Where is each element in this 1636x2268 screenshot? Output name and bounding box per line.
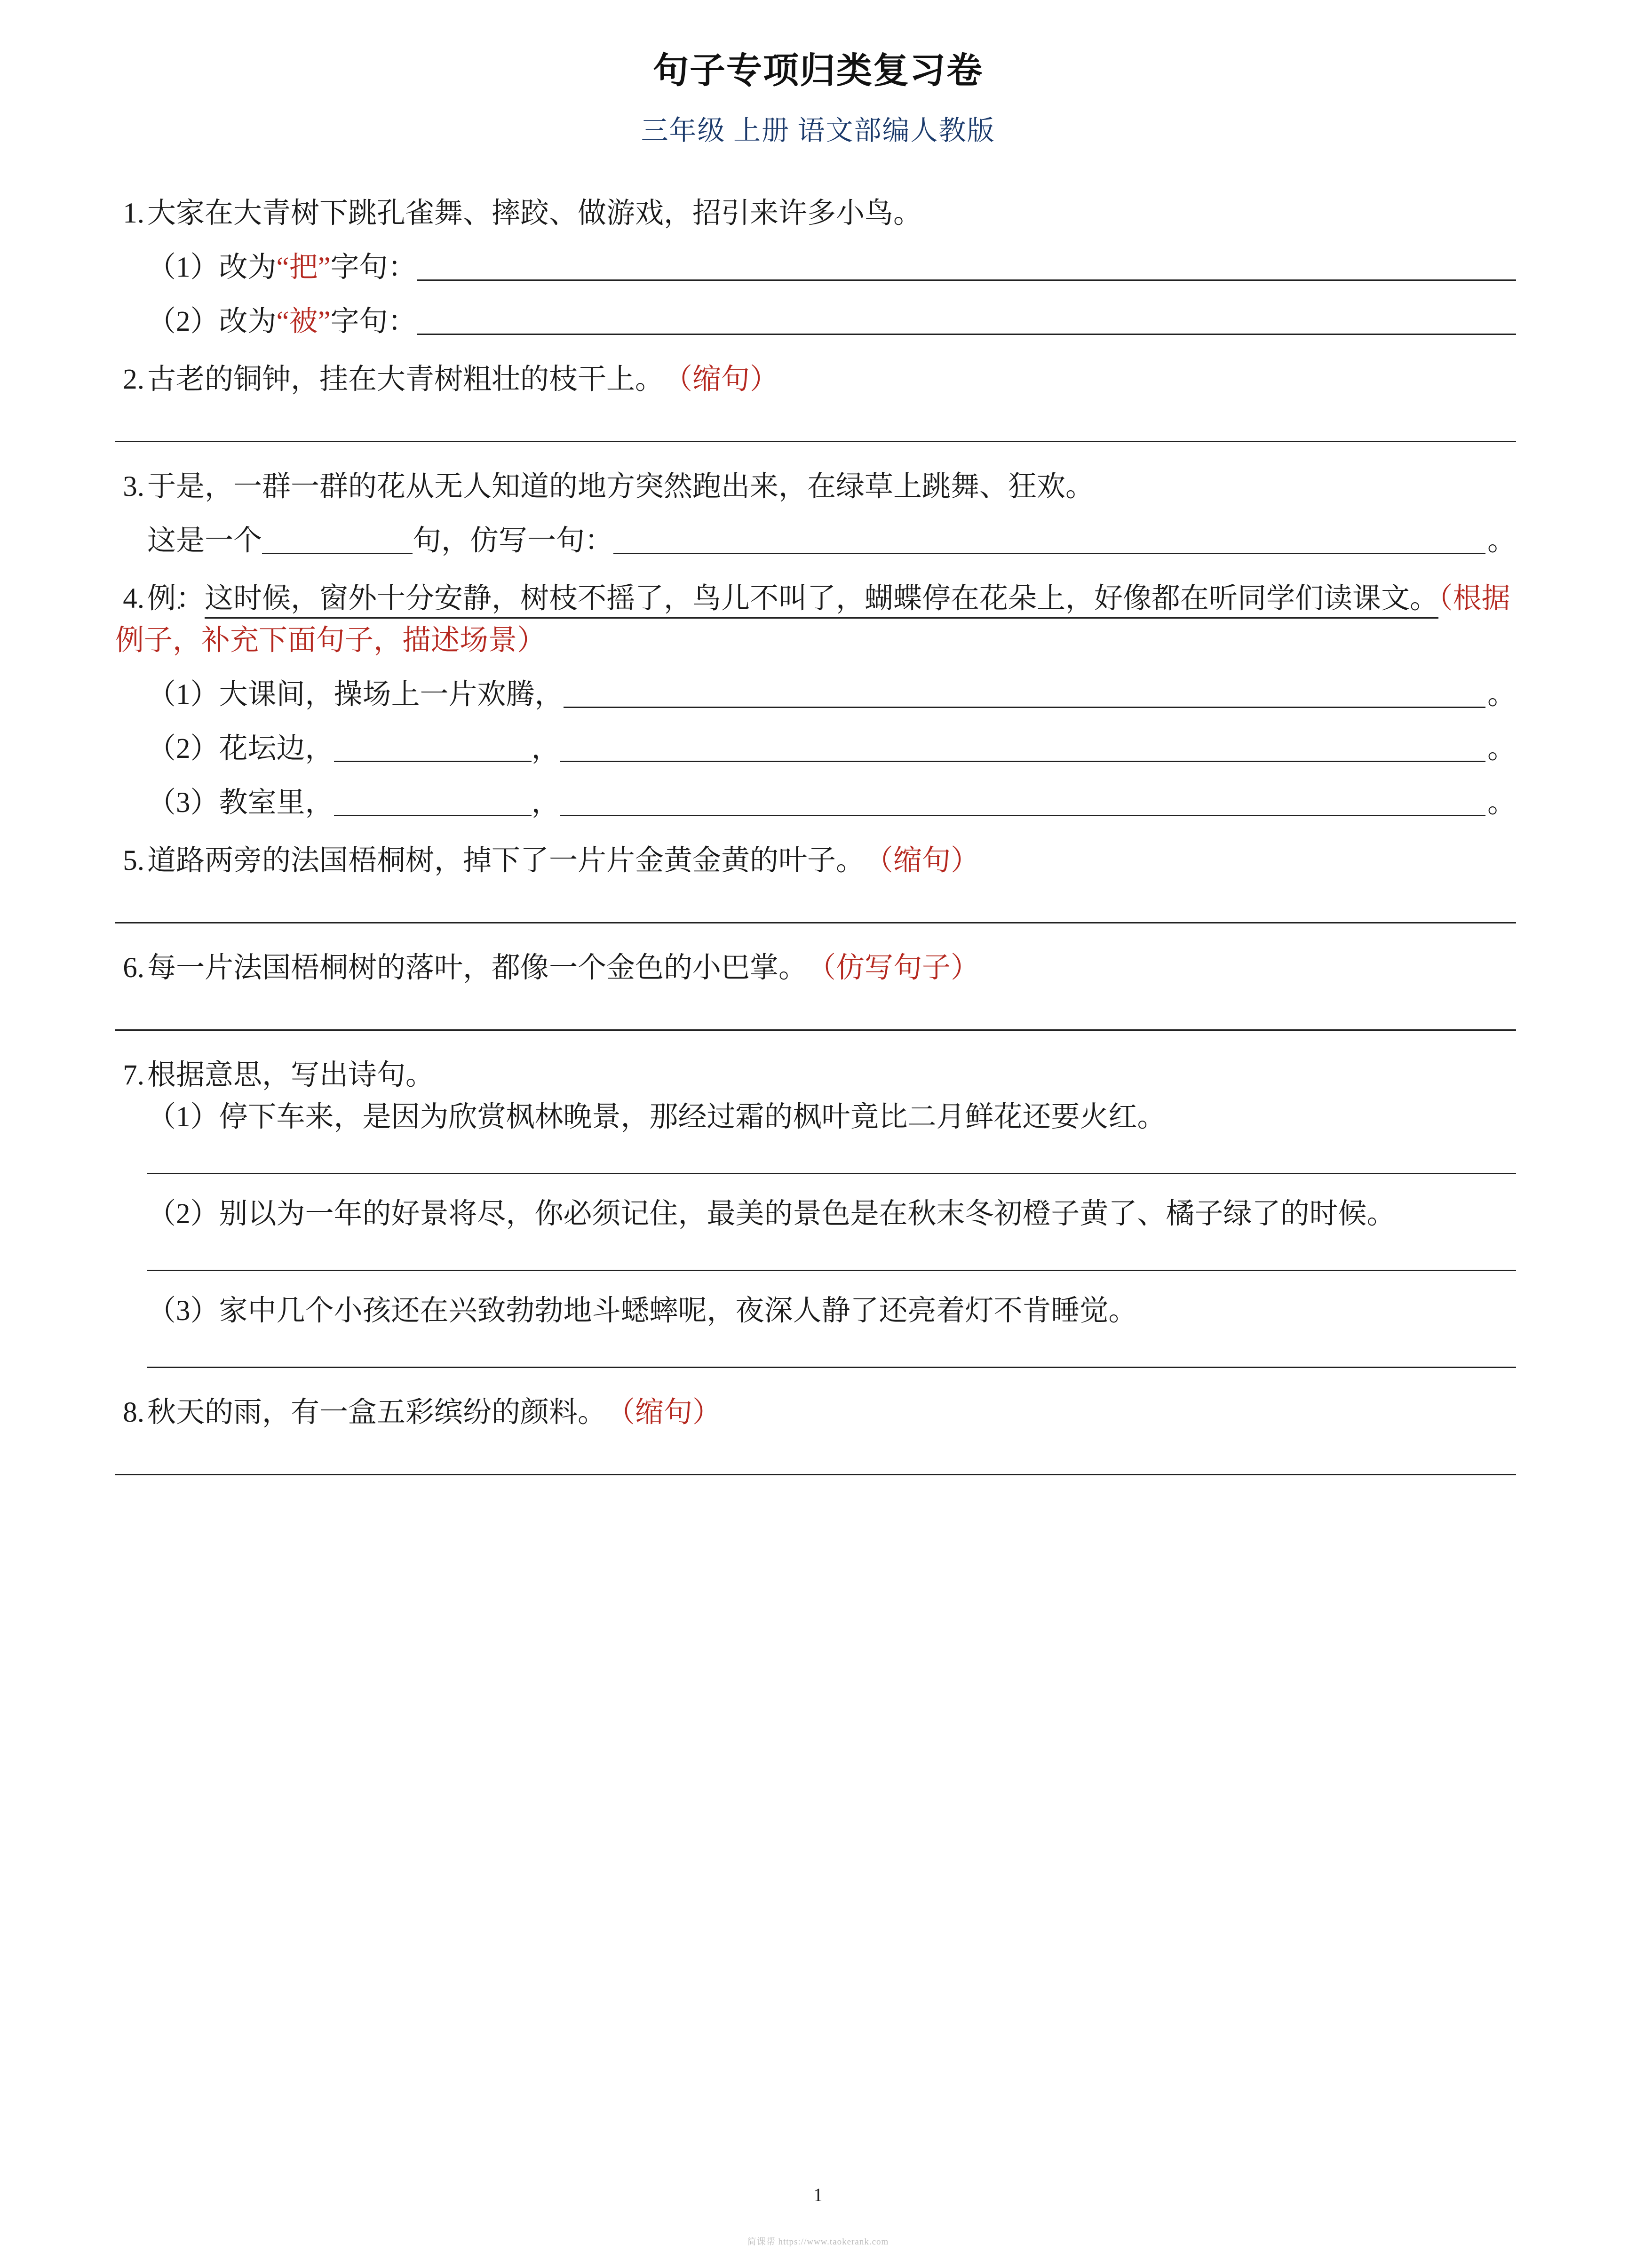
spacer	[115, 925, 1516, 947]
question-3-stem	[115, 466, 1516, 508]
spacer	[115, 444, 1516, 466]
page-title: 句子专项归类复习卷	[653, 51, 983, 91]
question-7-text: 根据意思，写出诗句。	[147, 1059, 435, 1091]
answer-blank[interactable]	[560, 815, 1485, 816]
question-3-number: 3.	[123, 470, 144, 502]
question-4-sub-1-period: 。	[1487, 678, 1516, 710]
answer-blank[interactable]	[560, 761, 1485, 762]
question-7-sub-2	[115, 1193, 1516, 1271]
question-4	[115, 578, 1516, 824]
question-2-tag: （缩句）	[664, 363, 779, 395]
question-2-stem	[115, 358, 1516, 400]
question-2	[115, 358, 1516, 442]
question-4-sub-1-label: （1）大课间，操场上一片欢腾，	[147, 678, 564, 710]
question-8-text: 秋天的雨，有一盒五彩缤纷的颜料。	[147, 1397, 607, 1429]
answer-blank[interactable]	[115, 922, 1516, 923]
answer-blank[interactable]	[613, 553, 1485, 554]
question-1-sub-1	[115, 247, 1516, 288]
question-4-sub-2-label: （2）花坛边，	[147, 733, 334, 765]
page-number: 1	[813, 2184, 823, 2205]
spacer	[115, 1033, 1516, 1054]
spacer	[115, 564, 1516, 578]
question-1-number: 1.	[123, 197, 144, 229]
question-8-stem	[115, 1392, 1516, 1433]
answer-blank[interactable]	[115, 1474, 1516, 1475]
question-7-sub-2-text: （2）别以为一年的好景将尽，你必须记住，最美的景色是在秋末冬初橙子黄了、橘子绿了的时候。	[147, 1198, 1396, 1230]
question-1-sub-2-keyword: “被”	[276, 305, 331, 337]
question-1-sub-2-label-pre: （2）改为	[147, 305, 277, 337]
question-5	[115, 840, 1516, 923]
question-8	[115, 1392, 1516, 1475]
question-6-tag: （仿写句子）	[807, 952, 980, 984]
question-5-text: 道路两旁的法国梧桐树，掉下了一片片金黄金黄的叶子。	[147, 845, 865, 877]
question-4-sub-2	[115, 728, 1516, 770]
question-5-stem	[115, 840, 1516, 882]
question-7-sub-1-text: （1）停下车来，是因为欣赏枫林晚景，那经过霜的枫叶竟比二月鲜花还要火红。	[147, 1101, 1166, 1133]
answer-blank[interactable]	[147, 1367, 1516, 1368]
answer-blank[interactable]	[334, 761, 532, 762]
question-4-stem	[115, 578, 1516, 661]
question-1	[115, 192, 1516, 342]
spacer	[115, 826, 1516, 840]
spacer	[115, 1370, 1516, 1392]
question-4-example: 这时候，窗外十分安静，树枝不摇了，鸟儿不叫了，蝴蝶停在花朵上，好像都在听同学们读课文。	[205, 583, 1438, 619]
question-4-sub-2-period: 。	[1487, 733, 1516, 765]
question-4-tag: （根据例子，补充下面句子，描述场景）	[115, 582, 1510, 656]
question-3	[115, 466, 1516, 562]
question-2-number: 2.	[123, 363, 144, 395]
question-5-number: 5.	[123, 845, 144, 877]
question-8-tag: （缩句）	[606, 1397, 722, 1429]
question-3-answer-row	[115, 520, 1516, 562]
question-5-tag: （缩句）	[865, 845, 980, 877]
page-subtitle: 三年级 上册 语文部编人教版	[641, 115, 995, 146]
question-4-number: 4.	[123, 582, 144, 614]
question-7-sub-3-text: （3）家中几个小孩还在兴致勃勃地斗蟋蟀呢，夜深人静了还亮着灯不肯睡觉。	[147, 1295, 1137, 1327]
question-3-period: 。	[1487, 525, 1516, 557]
question-8-number: 8.	[123, 1397, 144, 1429]
question-7-stem	[115, 1054, 1516, 1096]
answer-blank[interactable]	[115, 1029, 1516, 1031]
answer-blank[interactable]	[417, 279, 1516, 281]
question-4-lead: 例： ··	[147, 583, 205, 614]
question-1-sub-1-keyword: “把”	[276, 251, 331, 283]
spacer	[115, 344, 1516, 358]
question-7-number: 7.	[123, 1059, 144, 1091]
question-4-sub-3-comma: ，	[531, 787, 560, 819]
question-3-label-b: 句，仿写一句：	[413, 525, 614, 557]
answer-blank[interactable]	[262, 553, 413, 554]
answer-blank[interactable]	[147, 1173, 1516, 1174]
answer-blank[interactable]	[417, 334, 1516, 335]
question-4-sub-3-label: （3）教室里，	[147, 787, 334, 819]
question-7-sub-3	[115, 1290, 1516, 1368]
question-1-sub-1-label-pre: （1）改为	[147, 251, 277, 283]
question-3-text: 于是，一群一群的花从无人知道的地方突然跑出来，在绿草上跳舞、狂欢。	[147, 470, 1095, 502]
question-1-sub-2	[115, 301, 1516, 342]
question-7-sub-1	[115, 1096, 1516, 1174]
question-3-label-a: 这是一个	[147, 525, 262, 557]
question-2-text: 古老的铜钟，挂在大青树粗壮的枝干上。	[147, 363, 664, 395]
question-4-sub-3	[115, 782, 1516, 824]
question-6	[115, 947, 1516, 1031]
answer-blank[interactable]	[147, 1270, 1516, 1271]
page-header	[0, 0, 1636, 148]
answer-blank[interactable]	[564, 707, 1485, 708]
question-4-sub-1	[115, 674, 1516, 716]
watermark: 简课帮 https://www.taokerank.com	[747, 2237, 889, 2247]
question-6-stem	[115, 947, 1516, 989]
question-1-stem	[115, 192, 1516, 234]
question-4-sub-3-period: 。	[1487, 787, 1516, 819]
question-1-sub-2-label-post: 字句：	[330, 305, 417, 337]
answer-blank[interactable]	[334, 815, 532, 816]
answer-blank[interactable]	[115, 441, 1516, 442]
question-1-text: 大家在大青树下跳孔雀舞、摔跤、做游戏，招引来许多小鸟。	[147, 197, 922, 229]
question-6-text: 每一片法国梧桐树的落叶，都像一个金色的小巴掌。	[147, 952, 808, 984]
question-7	[115, 1054, 1516, 1368]
questions-container	[0, 192, 1636, 1476]
question-1-sub-1-label-post: 字句：	[330, 251, 417, 283]
question-6-number: 6.	[123, 952, 144, 984]
question-4-sub-2-comma: ，	[531, 733, 560, 765]
